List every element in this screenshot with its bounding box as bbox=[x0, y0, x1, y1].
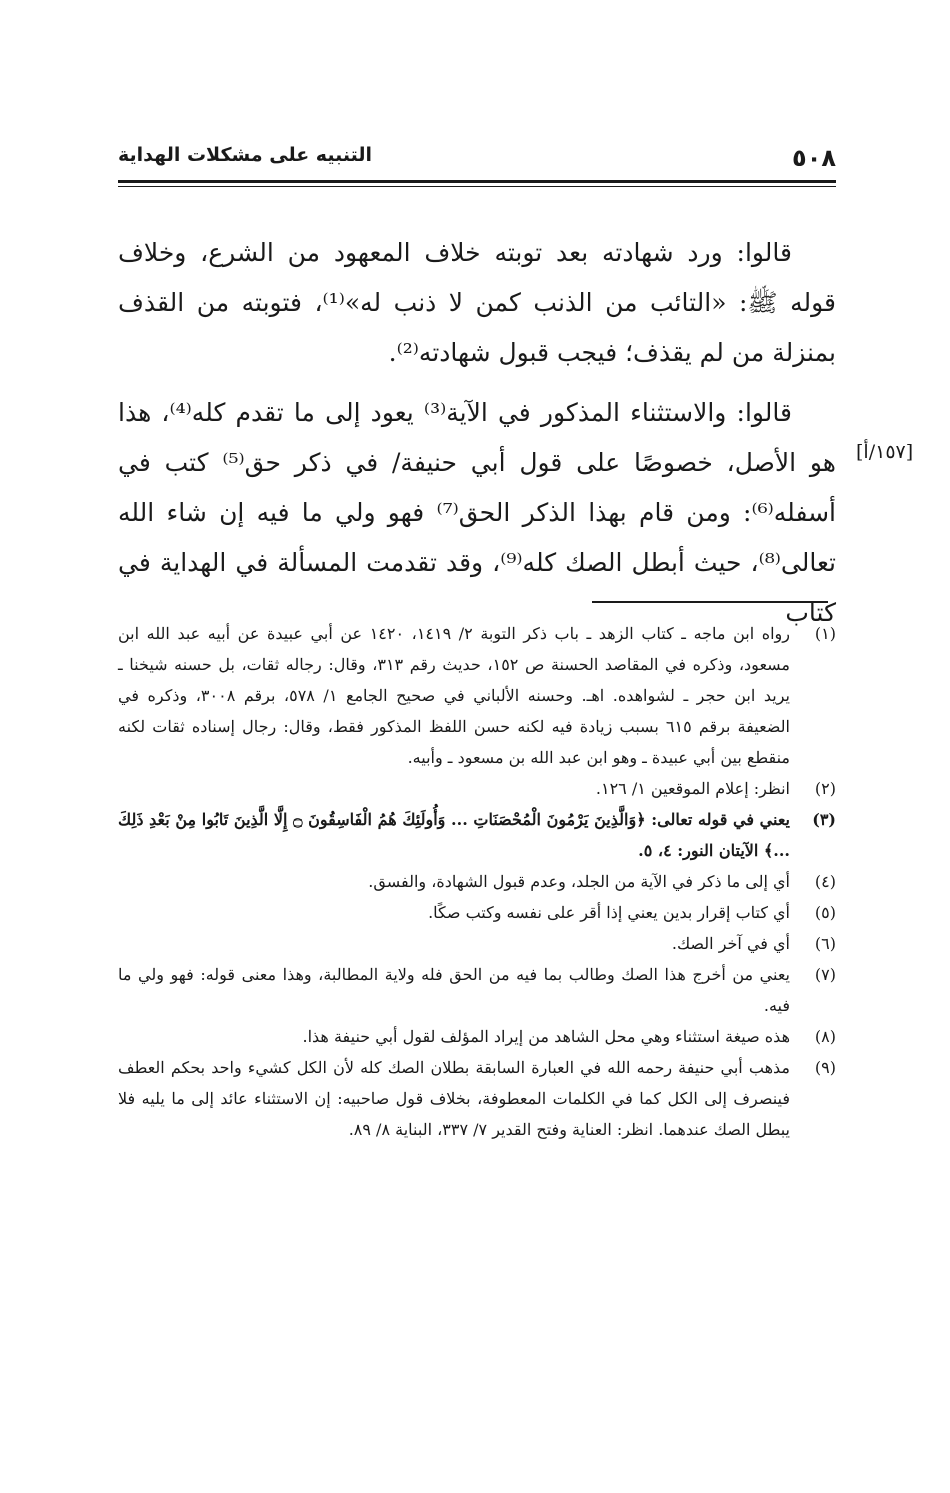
paragraph-1: قالوا: ورد شهادته بعد توبته خلاف المعهود من الشرع، وخلاف قوله ﷺ: «التائب من الذنب كمن لا ذنب له»⁽¹⁾، فتوبته من القذف بمنزلة من لم يقذف؛ فيجب قبول شهادته⁽²⁾. bbox=[118, 238, 836, 367]
header-rule-thin bbox=[118, 186, 836, 187]
book-title: التنبيه على مشكلات الهداية bbox=[118, 144, 372, 166]
running-header bbox=[118, 138, 836, 178]
page-number: ٥٠٨ bbox=[792, 144, 836, 172]
footnote-4 bbox=[118, 866, 836, 897]
footnotes bbox=[118, 618, 836, 1145]
footnote-number: (٤) bbox=[814, 872, 836, 891]
folio-margin-note: [١٥٧/أ] bbox=[856, 441, 914, 463]
footnote-9 bbox=[118, 1052, 836, 1145]
paragraph-2: قالوا: والاستثناء المذكور في الآية⁽³⁾ يعود إلى ما تقدم كله⁽⁴⁾، هذا هو الأصل، خصوصًا على قول أبي حنيفة/ في ذكر حق⁽⁵⁾ كتب في أسفله⁽⁶⁾: ومن قام بهذا الذكر الحق⁽⁷⁾ فهو ولي ما فيه إن شاء الله تعالى⁽⁸⁾، حيث أبطل الصك كله⁽⁹⁾، وقد تقدمت المسألة في الهداية في كتاب bbox=[118, 398, 836, 627]
footnote-2 bbox=[118, 773, 836, 804]
footnote-text: أي في آخر الصك. bbox=[671, 934, 790, 953]
footnote-number: (٢) bbox=[814, 779, 836, 798]
footnote-text: انظر: إعلام الموقعين ١/ ١٢٦. bbox=[595, 779, 790, 798]
main-text bbox=[118, 228, 836, 648]
footnote-number: (٣) bbox=[812, 810, 836, 829]
footnote-number: (٧) bbox=[814, 965, 836, 984]
footnote-text: أي كتاب إقرار بدين يعني إذا أقر على نفسه وكتب صكًا. bbox=[428, 903, 790, 922]
footnote-text: يعني في قوله تعالى: ﴿وَالَّذِينَ يَرْمُونَ الْمُحْصَنَاتِ ... وَأُولَئِكَ هُمُ الْفَاسِقُونَ ۝ إِلَّا الَّذِينَ تَابُوا مِنْ بَعْدِ ذَلِكَ ...﴾ الآيتان النور: ٤، ٥. bbox=[118, 810, 791, 860]
footnote-text: مذهب أبي حنيفة رحمه الله في العبارة السابقة بطلان الصك كله لأن الكل كشيء واحد بحكم العطف فينصرف إلى الكل كما في الكلمات المعطوفة، بخلاف قول صاحبيه: إن الاستثناء عائد إلى ما يليه فلا يبطل الصك عندهما. انظر: العناية وفتح القدير ٧/ ٣٣٧، البناية ٨/ ٨٩. bbox=[118, 1058, 790, 1139]
footnote-text: أي إلى ما ذكر في الآية من الجلد، وعدم قبول الشهادة، والفسق. bbox=[368, 872, 790, 891]
footnote-text: رواه ابن ماجه ـ كتاب الزهد ـ باب ذكر التوبة ٢/ ١٤١٩، ١٤٢٠ عن أبي عبيدة عن أبيه عبد الله ابن مسعود، وذكره في المقاصد الحسنة ص ١٥٢، حديث رقم ٣١٣، وقال: رجاله ثقات، بل حسنه شيخنا ـ يريد ابن حجر ـ لشواهده. اهـ. وحسنه الألباني في صحيح الجامع ١/ ٥٧٨، برقم ٣٠٠٨، وذكره في الضعيفة برقم ٦١٥ بسبب زيادة فيه لكنه حسن اللفظ المذكور فقط، وقال: رجال إسناده ثقات لكنه منقطع بين أبي عبيدة ـ وهو ابن عبد الله بن مسعود ـ وأبيه. bbox=[118, 624, 791, 767]
footnote-5 bbox=[118, 897, 836, 928]
header-rule bbox=[118, 180, 836, 183]
footnote-number: (١) bbox=[814, 624, 836, 643]
footnote-6 bbox=[118, 928, 836, 959]
footnote-number: (٥) bbox=[814, 903, 836, 922]
footnote-number: (٦) bbox=[814, 934, 836, 953]
footnote-number: (٩) bbox=[814, 1058, 836, 1077]
footnote-1 bbox=[118, 618, 836, 773]
footnote-text: هذه صيغة استثناء وهي محل الشاهد من إيراد المؤلف لقول أبي حنيفة هذا. bbox=[302, 1027, 790, 1046]
footnote-7 bbox=[118, 959, 836, 1021]
footnote-separator bbox=[592, 601, 828, 603]
footnote-text: يعني من أخرج هذا الصك وطالب بما فيه من الحق فله ولاية المطالبة، وهذا معنى قوله: فهو ولي ما فيه. bbox=[118, 965, 790, 1015]
footnote-8 bbox=[118, 1021, 836, 1052]
footnote-3 bbox=[118, 804, 836, 866]
footnote-number: (٨) bbox=[814, 1027, 836, 1046]
